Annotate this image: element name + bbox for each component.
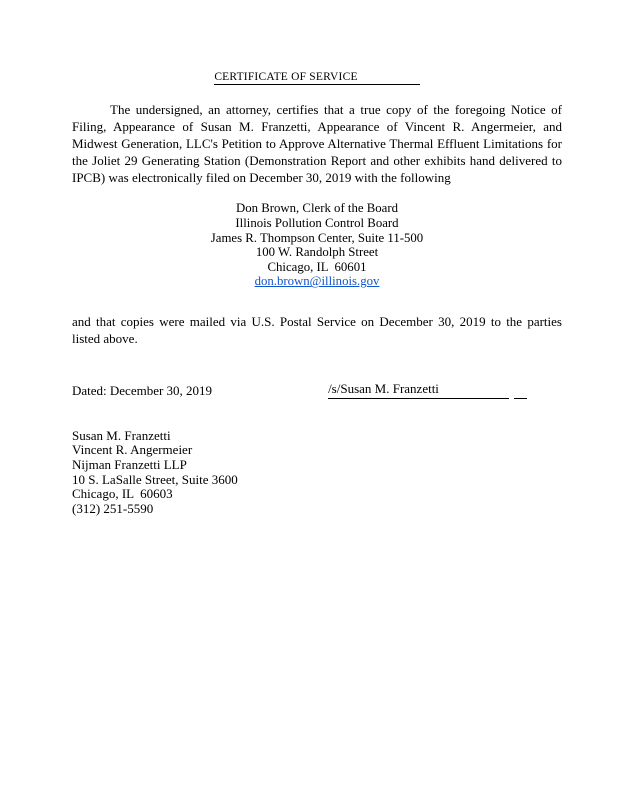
recipient-address-line-2: 100 W. Randolph Street	[255, 245, 379, 260]
certification-paragraph: The undersigned, an attorney, certifies that a true copy of the foregoing Notice of Filing, Appearance of Susan M. Franzetti, Appearance of Vincent R. Angermeier, and Midwest Generation, LLC's Petition to Approve Alternative Thermal Effluent Limitations for the Joliet 29 Generating Station (Demonstration Report and other exhibits hand delivered to IPCB) was electronically filed on December 30, 2019 with the following	[72, 102, 562, 185]
signer-firm: Nijman Franzetti LLP	[72, 457, 187, 473]
dated-signature-row	[72, 381, 562, 399]
signer-block	[72, 429, 562, 517]
recipient-address-line-1: James R. Thompson Center, Suite 11-500	[210, 230, 424, 245]
title-wrap	[72, 68, 562, 85]
recipient-address-block	[72, 201, 562, 288]
recipient-organization: Illinois Pollution Control Board	[235, 216, 399, 231]
recipient-city-state-zip: Chicago, IL 60601	[267, 259, 367, 274]
signer-name-2: Vincent R. Angermeier	[72, 442, 193, 458]
recipient-name: Don Brown, Clerk of the Board	[235, 201, 399, 216]
signature-underline-tail	[514, 384, 527, 399]
dated-label: Dated: December 30, 2019	[72, 382, 213, 398]
signer-name-1: Susan M. Franzetti	[72, 427, 171, 443]
signature-line: /s/Susan M. Franzetti	[328, 381, 509, 399]
signer-street-address: 10 S. LaSalle Street, Suite 3600	[72, 471, 238, 487]
signer-city-state-zip: Chicago, IL 60603	[72, 486, 173, 502]
recipient-email-link[interactable]: don.brown@illinois.gov	[254, 274, 380, 289]
mailing-paragraph: and that copies were mailed via U.S. Postal Service on December 30, 2019 to the parties listed above.	[72, 313, 562, 346]
page-title: CERTIFICATE OF SERVICE	[214, 71, 419, 85]
email-line	[72, 274, 562, 289]
signer-phone: (312) 251-5590	[72, 501, 154, 517]
